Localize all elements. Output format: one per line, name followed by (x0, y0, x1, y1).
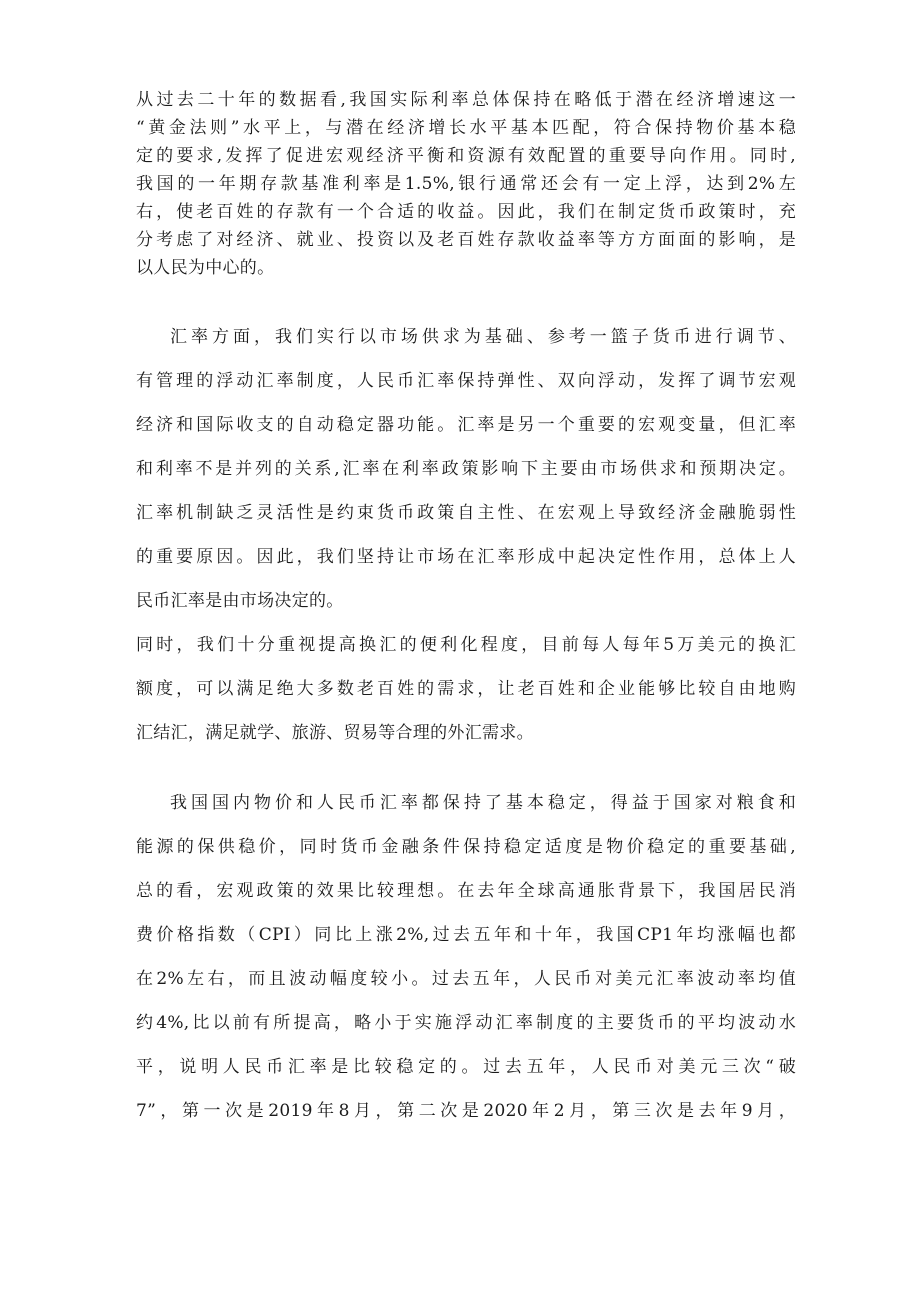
text-line: 和利率不是并列的关系,汇率在利率政策影响下主要由市场供求和预期决定。 (136, 459, 796, 479)
text-line: 我国的一年期存款基准利率是1.5%,银行通常还会有一定上浮，达到2%左 (136, 174, 796, 194)
text-line: 同时，我们十分重视提高换汇的便利化程度，目前每人每年5万美元的换汇 (136, 635, 796, 655)
text-line: 汇率机制缺乏灵活性是约束货币政策自主性、在宏观上导致经济金融脆弱性 (136, 503, 796, 523)
text-line: 平，说明人民币汇率是比较稳定的。过去五年，人民币对美元三次“破 (136, 1057, 796, 1077)
text-line: 总的看，宏观政策的效果比较理想。在去年全球高通胀背景下，我国居民消 (136, 881, 796, 901)
text-line: 汇率方面，我们实行以市场供求为基础、参考一篮子货币进行调节、 (170, 327, 796, 347)
text-line: 我国国内物价和人民币汇率都保持了基本稳定，得益于国家对粮食和 (170, 793, 796, 813)
text-line: 经济和国际收支的自动稳定器功能。汇率是另一个重要的宏观变量，但汇率 (136, 415, 796, 435)
text-line: 分考虑了对经济、就业、投资以及老百姓存款收益率等方方面面的影响，是 (136, 230, 796, 250)
text-line: 定的要求,发挥了促进宏观经济平衡和资源有效配置的重要导向作用。同时, (136, 146, 796, 166)
text-line: 以人民为中心的。 (136, 258, 275, 278)
text-line: 约4%,比以前有所提高，略小于实施浮动汇率制度的主要货币的平均波动水 (136, 1013, 796, 1033)
text-line: 民币汇率是由市场决定的。 (136, 591, 344, 611)
text-line: 的重要原因。因此，我们坚持让市场在汇率形成中起决定性作用，总体上人 (136, 547, 796, 567)
text-line: “黄金法则”水平上，与潜在经济增长水平基本匹配，符合保持物价基本稳 (136, 118, 796, 138)
paragraph-exchange-rate (136, 315, 796, 623)
paragraph-currency-exchange (136, 623, 796, 755)
text-line: 有管理的浮动汇率制度，人民币汇率保持弹性、双向浮动，发挥了调节宏观 (136, 371, 796, 391)
text-line: 能源的保供稳价，同时货币金融条件保持稳定适度是物价稳定的重要基础, (136, 837, 796, 857)
text-line: 汇结汇，满足就学、旅游、贸易等合理的外汇需求。 (136, 723, 534, 743)
text-line: 7”，第一次是2019年8月，第二次是2020年2月，第三次是去年9月， (136, 1101, 796, 1121)
text-line: 费价格指数（CPI）同比上涨2%,过去五年和十年，我国CP1年均涨幅也都 (136, 925, 796, 945)
document-body (136, 86, 796, 1133)
text-line: 从过去二十年的数据看,我国实际利率总体保持在略低于潜在经济增速这一 (136, 90, 796, 110)
text-line: 额度，可以满足绝大多数老百姓的需求，让老百姓和企业能够比较自由地购 (136, 679, 796, 699)
paragraph-interest-rate (136, 86, 796, 282)
text-line: 在2%左右，而且波动幅度较小。过去五年，人民币对美元汇率波动率均值 (136, 969, 796, 989)
paragraph-price-stability (136, 781, 796, 1133)
text-line: 右，使老百姓的存款有一个合适的收益。因此，我们在制定货币政策时，充 (136, 202, 796, 222)
